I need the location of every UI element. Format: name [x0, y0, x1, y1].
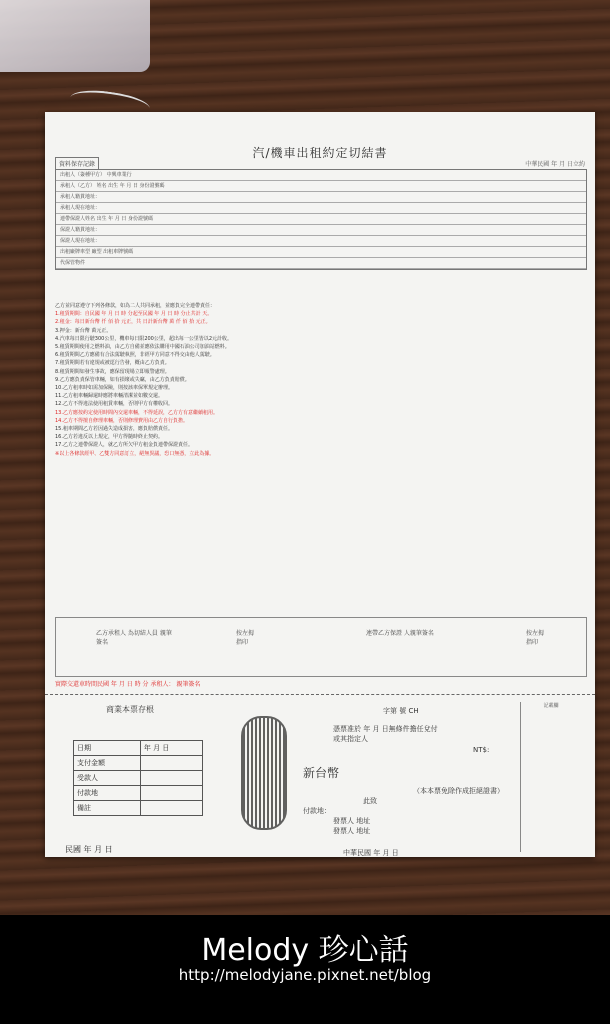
note-field: 付款地：: [303, 807, 331, 815]
stub-field: 支付金額: [74, 756, 141, 771]
keep-label: 資料保存記錄: [55, 157, 99, 170]
blog-url[interactable]: http://melodyjane.pixnet.net/blog: [178, 966, 432, 984]
term-item: 9.乙方應負責保管車輛，如有損壞或失竊，由乙方負責賠償。: [55, 376, 190, 383]
info-row: 保證人籍貫地址：: [56, 225, 586, 236]
date-line: 中華民國 年 月 日立約: [525, 161, 585, 168]
binder-folder: [0, 0, 150, 72]
rental-contract-form: [45, 112, 595, 857]
note-date: 中華民國 年 月 日: [343, 849, 399, 857]
info-row: 連帶保證人姓名 出生 年 月 日 身份證號碼: [56, 214, 586, 225]
term-item: 8.租賃期間如發生事故，應保留現場立即報警處理。: [55, 368, 170, 375]
note-waiver: （本本票免除作成拒絕證書）: [413, 787, 504, 795]
note-line1: 憑票准於 年 月 日無條件擔任兌付: [333, 725, 438, 733]
return-time-line: 實際交還車時間民國 年 月 日 時 分 承租人： 親筆簽名: [55, 681, 201, 688]
stub-date-cell: 年 月 日: [140, 741, 202, 756]
thumbprint-label-1: 按左拇指印: [236, 630, 255, 646]
thumbprint-label-2: 按左拇指印: [526, 630, 545, 646]
form-title: 汽/機車出租約定切結書: [252, 146, 388, 160]
info-row: 出租人（簽種甲方） 中興車業行: [56, 170, 586, 181]
note-field: 發票人 地址: [333, 817, 371, 825]
term-item: 7.租賃期間若有違規或被逕行告發，概由乙方負責。: [55, 360, 170, 367]
info-row: 承租人現在地址：: [56, 203, 586, 214]
term-item: 12.乙方不得違法使用租賃車輛，否則甲方有權收回。: [55, 401, 173, 408]
currency-label: 新台幣: [303, 766, 340, 780]
terms-list: [55, 302, 585, 458]
stub-field: 受款人: [74, 771, 141, 786]
promissory-note-stub: [55, 702, 205, 852]
term-item: 1.租賃期間：自民國 年 月 日 時 分起至民國 年 月 日 時 分止共計 天。: [55, 311, 213, 318]
note-line2: 或其指定人: [333, 735, 368, 743]
info-row: 承租人籍貫地址：: [56, 192, 586, 203]
stub-date: 民國 年 月 日: [65, 845, 113, 854]
perforation-line: [45, 694, 595, 695]
ornamental-emblem: [241, 716, 287, 830]
note-serial: 字第 號 CH: [383, 707, 419, 715]
guarantor-signature-label: 連帶乙方保證 人親筆簽名: [366, 630, 434, 637]
term-item: 6.租賃期間乙方應備有合法駕駛執照，非經甲方同意不得交由他人駕駛。: [55, 352, 215, 359]
term-item: 2.租金：每日新台幣 仟 佰 拾 元正，共 日計新台幣 萬 仟 佰 拾 元正。: [55, 319, 211, 326]
stub-table: [73, 740, 203, 816]
stub-title: 商業本票存根: [106, 705, 154, 714]
term-item: 3.押金：新台幣 萬元正。: [55, 327, 112, 334]
note-field: 發票人 地址: [333, 827, 371, 835]
term-item: 15.租車期間乙方若因過失造成損害，應負賠償責任。: [55, 426, 173, 433]
note-field: 此致: [363, 797, 377, 805]
signature-area: [55, 617, 587, 677]
info-row: 承租人（乙方） 姓名 出生 年 月 日 身份證號碼: [56, 181, 586, 192]
stub-field: 日期: [74, 741, 141, 756]
side-column: [520, 702, 581, 852]
info-row: 代保管物件: [56, 258, 586, 269]
renter-signature-label: 乙方承租人 為切結人員 親筆簽名: [96, 630, 172, 646]
blog-title: Melody 珍心話: [201, 933, 409, 968]
term-item: 5.租賃期間使用之燃料油，由乙方自備並應依法購用中國石油公司加油站燃料。: [55, 344, 230, 351]
term-item: ※以上各條款經甲、乙雙方同意訂立，絕無異議，恐口無憑，立此為據。: [55, 450, 215, 457]
promissory-note: [303, 706, 518, 856]
info-row: 保證人現在地址：: [56, 236, 586, 247]
renter-info-table: [55, 169, 587, 270]
term-item: 10.乙方租車時如需加保險，則按該車保單規定辦理。: [55, 385, 173, 392]
term-item: 4.汽車每日限行駛300公里，機車每日限200公里，超出每一公里皆以2元計收。: [55, 335, 233, 342]
term-item: 17.乙方之連帶保證人，就乙方所欠甲方租金負連帶保證責任。: [55, 442, 193, 449]
term-item: 14.乙方不得擅自修理車輛，否則修理費用由乙方自行負擔。: [55, 417, 188, 424]
term-item: 乙方並同意遵守下列各條款，如為二人共同承租，並應負完全連帶責任：: [55, 303, 216, 309]
term-item: 13.乙方應按約定使用時間內交還車輛，不得延誤，乙方方有意繼續租用。: [55, 409, 218, 416]
ntd-label: NT$:: [473, 746, 490, 754]
info-row: 出租廠牌車型 廠型 出租車牌號碼: [56, 247, 586, 258]
side-label: 記載欄: [543, 703, 559, 709]
term-item: 16.乙方若違反以上規定，甲方得隨時終止契約。: [55, 434, 163, 441]
stub-field: 付款地: [74, 786, 141, 801]
term-item: 11.乙方租車輛歸還時應將車輛清潔並如數交還。: [55, 393, 163, 400]
stub-field: 備註: [74, 801, 141, 816]
